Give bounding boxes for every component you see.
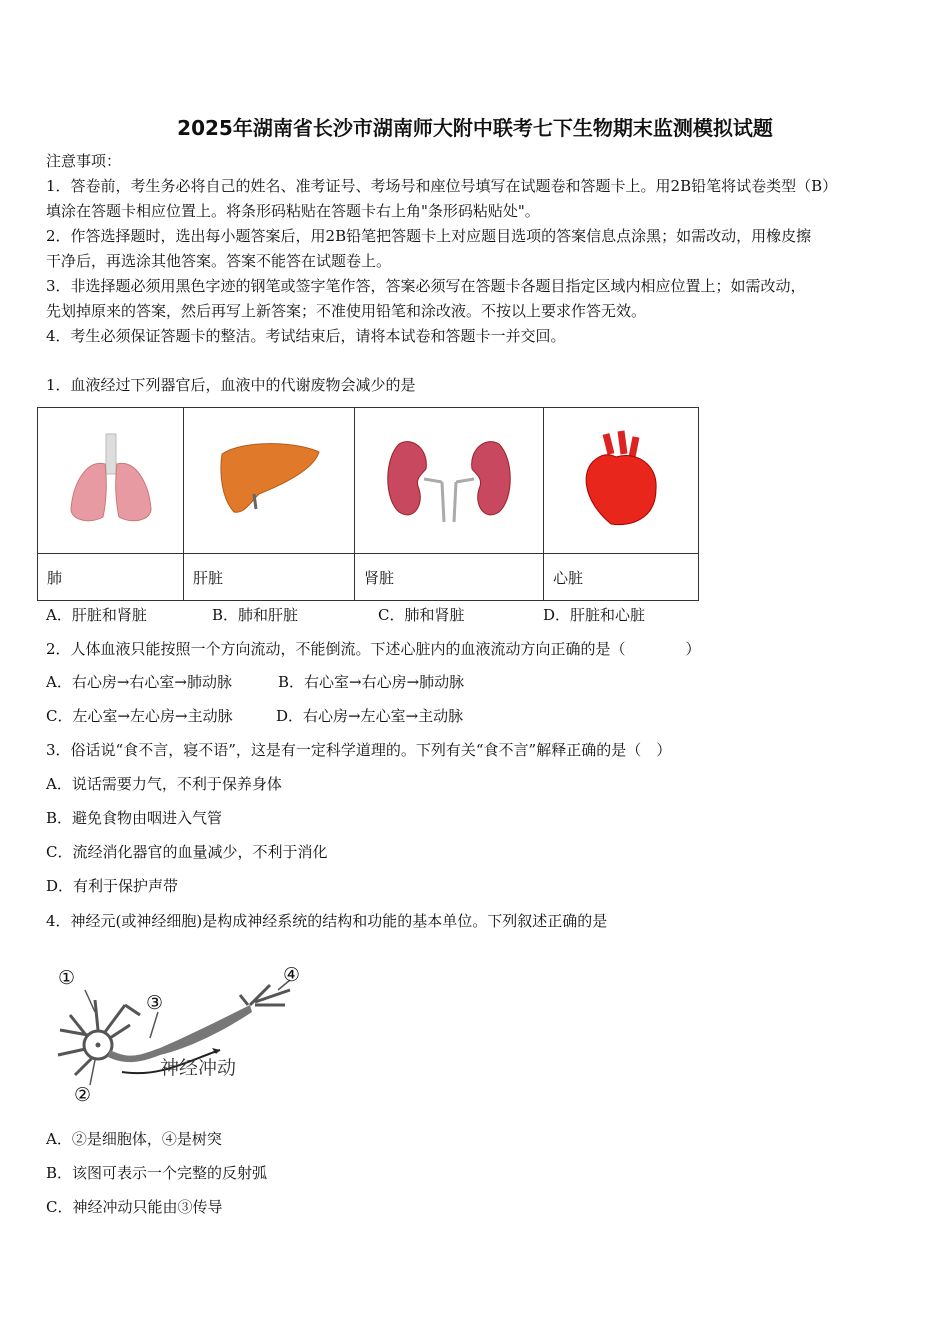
question-2-stem: 2．人体血液只能按照一个方向流动，不能倒流。下述心脏内的血液流动方向正确的是（ ）	[46, 640, 701, 658]
question-1-stem: 1．血液经过下列器官后，血液中的代谢废物会减少的是	[46, 376, 416, 394]
q1-option-b: B．肺和肝脏	[212, 606, 299, 624]
lung-icon	[61, 429, 161, 529]
q4-option-a: A．②是细胞体，④是树突	[46, 1130, 222, 1148]
question-3-stem: 3．俗话说“食不言，寝不语”，这是有一定科学道理的。下列有关“食不言”解释正确的是（ ）	[46, 741, 672, 759]
q3-option-d: D．有利于保护声带	[46, 877, 179, 895]
heart-image-cell	[544, 408, 699, 554]
label-4: ④	[283, 964, 301, 986]
organ-label-heart: 心脏	[544, 554, 699, 601]
q2-option-b: B．右心室→右心房→肺动脉	[278, 673, 465, 691]
organ-table	[37, 407, 699, 601]
q2-option-c: C．左心室→左心房→主动脉	[46, 707, 233, 725]
notice-line: 填涂在答题卡相应位置上。将条形码粘贴在答题卡右上角"条形码粘贴处"。	[46, 202, 540, 220]
q4-option-b: B．该图可表示一个完整的反射弧	[46, 1164, 268, 1182]
q3-option-b: B．避免食物由咽进入气管	[46, 809, 223, 827]
q3-option-c: C．流经消化器官的血量减少，不利于消化	[46, 843, 328, 861]
organ-label-liver: 肝脏	[184, 554, 355, 601]
kidney-image-cell	[355, 408, 544, 554]
notice-line: 干净后，再选涂其他答案。答案不能答在试题卷上。	[46, 252, 392, 270]
notice-line: 3．非选择题必须用黑色字迹的钢笔或签字笔作答，答案必须写在答题卡各题目指定区域内相应位置上；如需改动，	[46, 277, 806, 295]
organ-label-kidney: 肾脏	[355, 554, 544, 601]
label-1: ①	[58, 967, 76, 989]
liver-image-cell	[184, 408, 355, 554]
label-3: ③	[146, 992, 164, 1014]
notice-heading: 注意事项：	[46, 152, 122, 170]
notice-line: 4．考生必须保证答题卡的整洁。考试结束后，请将本试卷和答题卡一并交回。	[46, 327, 566, 345]
question-4-stem: 4．神经元(或神经细胞)是构成神经系统的结构和功能的基本单位。下列叙述正确的是	[46, 912, 608, 930]
notice-line: 先划掉原来的答案，然后再写上新答案；不准使用铅笔和涂改液。不按以上要求作答无效。	[46, 302, 647, 320]
organ-label-lung: 肺	[38, 554, 184, 601]
page-title: 2025年湖南省长沙市湖南师大附中联考七下生物期末监测模拟试题	[177, 116, 773, 140]
liver-icon	[214, 434, 324, 524]
q1-option-c: C．肺和肾脏	[378, 606, 465, 624]
kidney-icon	[384, 434, 514, 524]
q2-option-a: A．右心房→右心室→肺动脉	[46, 673, 232, 691]
notice-line: 2．作答选择题时，选出每小题答案后，用2B铅笔把答题卡上对应题目选项的答案信息点涂黑；如需改动，用橡皮擦	[46, 227, 812, 245]
heart-icon	[576, 429, 666, 529]
q1-option-a: A．肝脏和肾脏	[46, 606, 147, 624]
notice-line: 1．答卷前，考生务必将自己的姓名、准考证号、考场号和座位号填写在试题卷和答题卡上。用2B铅笔将试卷类型（B）	[46, 177, 838, 195]
nerve-impulse-label: 神经冲动	[160, 1057, 237, 1079]
q4-option-c: C．神经冲动只能由③传导	[46, 1198, 223, 1216]
q3-option-a: A．说话需要力气，不利于保养身体	[46, 775, 282, 793]
lung-image-cell	[38, 408, 184, 554]
label-2: ②	[74, 1084, 92, 1106]
q2-option-d: D．右心房→左心室→主动脉	[276, 707, 464, 725]
neuron-figure	[50, 960, 310, 1110]
q1-option-d: D．肝脏和心脏	[543, 606, 646, 624]
